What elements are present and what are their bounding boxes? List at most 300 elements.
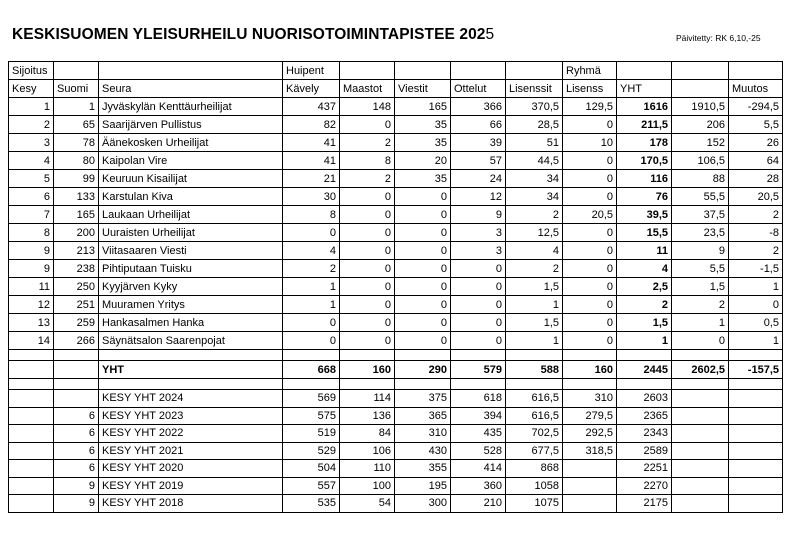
history-cell-maastot: 54 [340, 495, 395, 513]
history-cell-kesy [9, 425, 54, 443]
history-cell-kavely: 529 [283, 442, 340, 460]
cell-suomi: 133 [54, 188, 99, 206]
cell-kesy: 8 [9, 224, 54, 242]
cell-muutos: 2 [729, 242, 783, 260]
cell-seura: Keuruun Kisailijat [99, 170, 283, 188]
cell-yht: 11 [617, 242, 672, 260]
cell-maastot: 2 [340, 170, 395, 188]
history-cell-kesy [9, 460, 54, 478]
column-header-muutos: Muutos [729, 80, 783, 98]
cell-yht: 1 [617, 332, 672, 350]
cell-edellinen: 9 [672, 242, 729, 260]
table-row [9, 134, 783, 152]
cell-kesy: 5 [9, 170, 54, 188]
history-cell-muutos [729, 407, 783, 425]
blank-maastot [340, 350, 395, 361]
header-group-yht [617, 62, 672, 80]
cell-viestit: 35 [395, 170, 451, 188]
header-group-ottelut [451, 62, 506, 80]
history-cell-seura: KESY YHT 2024 [99, 390, 283, 408]
cell-lisenssit: 2 [506, 260, 563, 278]
cell-ottelut: 12 [451, 188, 506, 206]
total-maastot: 160 [340, 361, 395, 379]
history-cell-muutos [729, 495, 783, 513]
history-cell-lisenssit: 702,5 [506, 425, 563, 443]
blank-lisenss [563, 379, 617, 390]
cell-ottelut: 3 [451, 242, 506, 260]
blank-yht [617, 350, 672, 361]
history-cell-viestit: 375 [395, 390, 451, 408]
cell-seura: Jyväskylän Kenttäurheilijat [99, 98, 283, 116]
cell-ottelut: 39 [451, 134, 506, 152]
total-viestit: 290 [395, 361, 451, 379]
history-cell-kesy [9, 407, 54, 425]
cell-lisenssit: 4 [506, 242, 563, 260]
cell-muutos: 1 [729, 278, 783, 296]
cell-seura: Kyyjärven Kyky [99, 278, 283, 296]
history-cell-viestit: 300 [395, 495, 451, 513]
cell-muutos: 1 [729, 332, 783, 350]
cell-yht: 1,5 [617, 314, 672, 332]
cell-maastot: 0 [340, 278, 395, 296]
standings-table [8, 61, 783, 513]
cell-lisenssit: 34 [506, 170, 563, 188]
cell-maastot: 0 [340, 296, 395, 314]
history-cell-edellinen [672, 495, 729, 513]
cell-muutos: -1,5 [729, 260, 783, 278]
cell-viestit: 35 [395, 134, 451, 152]
cell-edellinen: 5,5 [672, 260, 729, 278]
history-cell-suomi [54, 390, 99, 408]
cell-kavely: 8 [283, 206, 340, 224]
cell-viestit: 0 [395, 224, 451, 242]
column-header-kavely: Kävely [283, 80, 340, 98]
history-cell-maastot: 84 [340, 425, 395, 443]
cell-ottelut: 57 [451, 152, 506, 170]
blank-muutos [729, 350, 783, 361]
cell-lisenss: 0 [563, 278, 617, 296]
cell-suomi: 238 [54, 260, 99, 278]
table-row [9, 116, 783, 134]
cell-kesy: 14 [9, 332, 54, 350]
history-cell-lisenss [563, 477, 617, 495]
header-group-kesy: Sijoitus [9, 62, 54, 80]
cell-suomi: 65 [54, 116, 99, 134]
total-ottelut: 579 [451, 361, 506, 379]
header-row-columns [9, 80, 783, 98]
history-cell-kavely: 569 [283, 390, 340, 408]
blank-viestit [395, 350, 451, 361]
cell-suomi: 251 [54, 296, 99, 314]
cell-kavely: 41 [283, 134, 340, 152]
cell-seura: Saarijärven Pullistus [99, 116, 283, 134]
history-cell-lisenssit: 677,5 [506, 442, 563, 460]
cell-lisenssit: 1,5 [506, 314, 563, 332]
cell-muutos: 20,5 [729, 188, 783, 206]
blank-seura [99, 350, 283, 361]
cell-lisenss: 10 [563, 134, 617, 152]
cell-lisenssit: 12,5 [506, 224, 563, 242]
page-title [12, 26, 494, 44]
cell-lisenssit: 28,5 [506, 116, 563, 134]
total-seura: YHT [99, 361, 283, 379]
cell-yht: 15,5 [617, 224, 672, 242]
cell-viestit: 35 [395, 116, 451, 134]
column-header-maastot: Maastot [340, 80, 395, 98]
history-row [9, 390, 783, 408]
cell-edellinen: 1910,5 [672, 98, 729, 116]
cell-maastot: 0 [340, 260, 395, 278]
cell-ottelut: 66 [451, 116, 506, 134]
cell-muutos: 64 [729, 152, 783, 170]
history-cell-kavely: 575 [283, 407, 340, 425]
cell-edellinen: 0 [672, 332, 729, 350]
history-cell-yht: 2270 [617, 477, 672, 495]
cell-muutos: 0 [729, 296, 783, 314]
cell-lisenss: 0 [563, 170, 617, 188]
blank-kavely [283, 379, 340, 390]
history-cell-suomi: 9 [54, 477, 99, 495]
cell-suomi: 259 [54, 314, 99, 332]
header-group-seura [99, 62, 283, 80]
cell-edellinen: 37,5 [672, 206, 729, 224]
history-cell-lisenssit: 868 [506, 460, 563, 478]
cell-edellinen: 152 [672, 134, 729, 152]
spacer-row [9, 350, 783, 361]
history-cell-yht: 2175 [617, 495, 672, 513]
cell-seura: Laukaan Urheilijat [99, 206, 283, 224]
cell-lisenss: 0 [563, 242, 617, 260]
cell-yht: 170,5 [617, 152, 672, 170]
history-cell-ottelut: 210 [451, 495, 506, 513]
cell-lisenss: 0 [563, 296, 617, 314]
cell-muutos: 0,5 [729, 314, 783, 332]
blank-kavely [283, 350, 340, 361]
cell-lisenssit: 44,5 [506, 152, 563, 170]
cell-viestit: 0 [395, 278, 451, 296]
header-group-viestit [395, 62, 451, 80]
cell-kesy: 7 [9, 206, 54, 224]
updated-note: Päivitetty: RK 6,10,-25 [676, 33, 761, 43]
cell-viestit: 0 [395, 296, 451, 314]
total-kesy [9, 361, 54, 379]
history-cell-lisenss: 292,5 [563, 425, 617, 443]
cell-lisenss: 0 [563, 260, 617, 278]
cell-maastot: 0 [340, 188, 395, 206]
history-row [9, 477, 783, 495]
history-cell-edellinen [672, 442, 729, 460]
cell-maastot: 0 [340, 206, 395, 224]
header-group-lisenssit [506, 62, 563, 80]
blank-kesy [9, 379, 54, 390]
cell-lisenss: 129,5 [563, 98, 617, 116]
column-header-seura: Seura [99, 80, 283, 98]
header-group-lisenss: Ryhmä [563, 62, 617, 80]
total-muutos: -157,5 [729, 361, 783, 379]
cell-muutos: -8 [729, 224, 783, 242]
column-header-yht: YHT [617, 80, 672, 98]
history-cell-lisenssit: 616,5 [506, 407, 563, 425]
cell-kavely: 82 [283, 116, 340, 134]
cell-edellinen: 1 [672, 314, 729, 332]
cell-ottelut: 3 [451, 224, 506, 242]
cell-kavely: 21 [283, 170, 340, 188]
history-cell-kavely: 504 [283, 460, 340, 478]
cell-yht: 116 [617, 170, 672, 188]
total-edellinen: 2602,5 [672, 361, 729, 379]
cell-yht: 76 [617, 188, 672, 206]
history-cell-suomi: 6 [54, 407, 99, 425]
history-cell-seura: KESY YHT 2022 [99, 425, 283, 443]
blank-kesy [9, 350, 54, 361]
cell-kesy: 6 [9, 188, 54, 206]
cell-lisenss: 20,5 [563, 206, 617, 224]
cell-viestit: 0 [395, 314, 451, 332]
history-row [9, 442, 783, 460]
cell-kavely: 0 [283, 314, 340, 332]
cell-lisenssit: 2 [506, 206, 563, 224]
total-suomi [54, 361, 99, 379]
blank-ottelut [451, 350, 506, 361]
blank-maastot [340, 379, 395, 390]
cell-viestit: 0 [395, 242, 451, 260]
cell-kavely: 0 [283, 224, 340, 242]
history-cell-lisenss: 310 [563, 390, 617, 408]
cell-kesy: 1 [9, 98, 54, 116]
cell-viestit: 20 [395, 152, 451, 170]
spacer-row [9, 379, 783, 390]
cell-lisenss: 0 [563, 152, 617, 170]
history-cell-viestit: 310 [395, 425, 451, 443]
history-cell-suomi: 6 [54, 442, 99, 460]
cell-suomi: 78 [54, 134, 99, 152]
cell-ottelut: 9 [451, 206, 506, 224]
cell-yht: 2 [617, 296, 672, 314]
history-cell-muutos [729, 390, 783, 408]
cell-maastot: 2 [340, 134, 395, 152]
table-row [9, 242, 783, 260]
cell-lisenss: 0 [563, 116, 617, 134]
cell-seura: Kaipolan Vire [99, 152, 283, 170]
header-group-suomi [54, 62, 99, 80]
history-cell-ottelut: 528 [451, 442, 506, 460]
cell-kavely: 437 [283, 98, 340, 116]
history-cell-lisenss: 279,5 [563, 407, 617, 425]
column-header-lisenssit: Lisenssit [506, 80, 563, 98]
cell-muutos: 28 [729, 170, 783, 188]
cell-kavely: 41 [283, 152, 340, 170]
cell-yht: 4 [617, 260, 672, 278]
cell-maastot: 0 [340, 224, 395, 242]
cell-edellinen: 1,5 [672, 278, 729, 296]
history-cell-viestit: 430 [395, 442, 451, 460]
column-header-ottelut: Ottelut [451, 80, 506, 98]
cell-seura: Äänekosken Urheilijat [99, 134, 283, 152]
cell-suomi: 1 [54, 98, 99, 116]
cell-maastot: 0 [340, 332, 395, 350]
cell-seura: Uuraisten Urheilijat [99, 224, 283, 242]
cell-viestit: 0 [395, 332, 451, 350]
history-cell-kavely: 519 [283, 425, 340, 443]
cell-lisenssit: 1 [506, 332, 563, 350]
blank-ottelut [451, 379, 506, 390]
page-title-year-digit: 5 [485, 26, 495, 43]
cell-edellinen: 106,5 [672, 152, 729, 170]
history-cell-yht: 2365 [617, 407, 672, 425]
cell-seura: Pihtiputaan Tuisku [99, 260, 283, 278]
history-cell-maastot: 110 [340, 460, 395, 478]
cell-lisenss: 0 [563, 314, 617, 332]
history-cell-ottelut: 435 [451, 425, 506, 443]
blank-seura [99, 379, 283, 390]
column-header-edellinen [672, 80, 729, 98]
history-cell-kesy [9, 495, 54, 513]
cell-maastot: 0 [340, 314, 395, 332]
cell-maastot: 0 [340, 242, 395, 260]
table-row [9, 260, 783, 278]
cell-muutos: -294,5 [729, 98, 783, 116]
cell-edellinen: 88 [672, 170, 729, 188]
cell-suomi: 250 [54, 278, 99, 296]
cell-yht: 39,5 [617, 206, 672, 224]
cell-muutos: 26 [729, 134, 783, 152]
cell-maastot: 0 [340, 116, 395, 134]
cell-edellinen: 206 [672, 116, 729, 134]
cell-muutos: 5,5 [729, 116, 783, 134]
history-cell-yht: 2603 [617, 390, 672, 408]
header-group-muutos [729, 62, 783, 80]
history-cell-muutos [729, 442, 783, 460]
cell-kavely: 4 [283, 242, 340, 260]
cell-kesy: 12 [9, 296, 54, 314]
cell-ottelut: 0 [451, 260, 506, 278]
history-cell-lisenss [563, 495, 617, 513]
header-group-edellinen [672, 62, 729, 80]
cell-lisenss: 0 [563, 188, 617, 206]
cell-lisenssit: 1 [506, 296, 563, 314]
history-row [9, 407, 783, 425]
column-header-lisenss: Lisenss [563, 80, 617, 98]
history-cell-lisenssit: 1058 [506, 477, 563, 495]
cell-ottelut: 24 [451, 170, 506, 188]
page-title-main: KESKISUOMEN YLEISURHEILU NUORISOTOIMINTAPISTEE 202 [12, 26, 486, 43]
blank-muutos [729, 379, 783, 390]
total-lisenss: 160 [563, 361, 617, 379]
header-row-group [9, 62, 783, 80]
cell-ottelut: 0 [451, 332, 506, 350]
cell-ottelut: 0 [451, 314, 506, 332]
history-cell-edellinen [672, 460, 729, 478]
cell-kavely: 30 [283, 188, 340, 206]
cell-seura: Säynätsalon Saarenpojat [99, 332, 283, 350]
cell-suomi: 165 [54, 206, 99, 224]
blank-suomi [54, 350, 99, 361]
cell-lisenssit: 1,5 [506, 278, 563, 296]
history-cell-seura: KESY YHT 2018 [99, 495, 283, 513]
cell-kesy: 4 [9, 152, 54, 170]
table-row [9, 296, 783, 314]
cell-suomi: 99 [54, 170, 99, 188]
cell-kesy: 11 [9, 278, 54, 296]
history-cell-viestit: 195 [395, 477, 451, 495]
history-row [9, 460, 783, 478]
cell-seura: Hankasalmen Hanka [99, 314, 283, 332]
cell-lisenssit: 370,5 [506, 98, 563, 116]
history-cell-kavely: 535 [283, 495, 340, 513]
history-cell-suomi: 6 [54, 460, 99, 478]
cell-lisenss: 0 [563, 332, 617, 350]
history-cell-kavely: 557 [283, 477, 340, 495]
cell-seura: Viitasaaren Viesti [99, 242, 283, 260]
cell-suomi: 200 [54, 224, 99, 242]
history-cell-suomi: 6 [54, 425, 99, 443]
history-cell-kesy [9, 477, 54, 495]
blank-lisenssit [506, 350, 563, 361]
cell-kesy: 2 [9, 116, 54, 134]
cell-seura: Muuramen Yritys [99, 296, 283, 314]
header-group-kavely: Huipent [283, 62, 340, 80]
cell-lisenssit: 51 [506, 134, 563, 152]
history-cell-yht: 2343 [617, 425, 672, 443]
cell-kesy: 3 [9, 134, 54, 152]
history-cell-seura: KESY YHT 2019 [99, 477, 283, 495]
history-cell-ottelut: 360 [451, 477, 506, 495]
cell-ottelut: 366 [451, 98, 506, 116]
history-cell-ottelut: 618 [451, 390, 506, 408]
cell-yht: 1616 [617, 98, 672, 116]
history-cell-suomi: 9 [54, 495, 99, 513]
cell-kavely: 1 [283, 278, 340, 296]
header-group-maastot [340, 62, 395, 80]
cell-maastot: 148 [340, 98, 395, 116]
history-cell-lisenss [563, 460, 617, 478]
cell-suomi: 213 [54, 242, 99, 260]
cell-kesy: 9 [9, 242, 54, 260]
history-cell-maastot: 106 [340, 442, 395, 460]
cell-lisenssit: 34 [506, 188, 563, 206]
total-lisenssit: 588 [506, 361, 563, 379]
cell-kavely: 1 [283, 296, 340, 314]
total-kavely: 668 [283, 361, 340, 379]
cell-kesy: 9 [9, 260, 54, 278]
history-cell-lisenssit: 1075 [506, 495, 563, 513]
history-cell-edellinen [672, 425, 729, 443]
cell-viestit: 0 [395, 260, 451, 278]
history-row [9, 425, 783, 443]
cell-viestit: 0 [395, 188, 451, 206]
cell-kavely: 0 [283, 332, 340, 350]
cell-maastot: 8 [340, 152, 395, 170]
history-row [9, 495, 783, 513]
table-row [9, 170, 783, 188]
history-cell-viestit: 355 [395, 460, 451, 478]
blank-edellinen [672, 350, 729, 361]
blank-suomi [54, 379, 99, 390]
table-row [9, 314, 783, 332]
cell-edellinen: 55,5 [672, 188, 729, 206]
cell-kesy: 13 [9, 314, 54, 332]
column-header-viestit: Viestit [395, 80, 451, 98]
column-header-kesy: Kesy [9, 80, 54, 98]
table-row [9, 332, 783, 350]
table-row [9, 188, 783, 206]
history-cell-ottelut: 394 [451, 407, 506, 425]
history-cell-lisenss: 318,5 [563, 442, 617, 460]
blank-lisenss [563, 350, 617, 361]
cell-yht: 2,5 [617, 278, 672, 296]
cell-suomi: 80 [54, 152, 99, 170]
history-cell-muutos [729, 477, 783, 495]
